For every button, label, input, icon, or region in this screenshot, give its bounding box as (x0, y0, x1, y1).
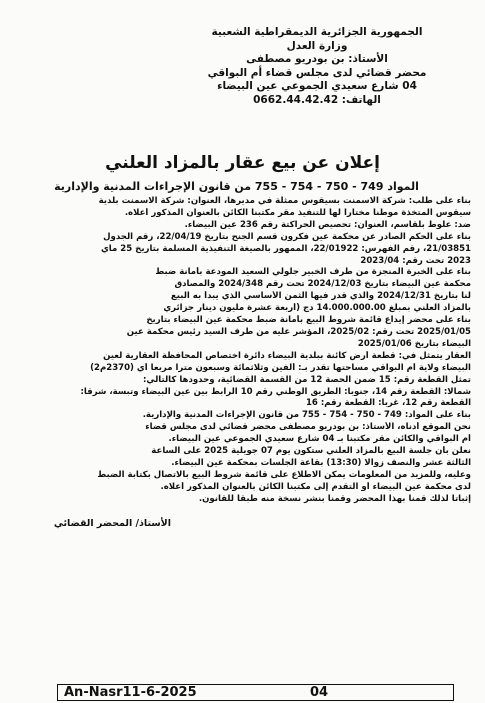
body-line: بناء على الحكم الصادر عن محكمة عين فكرون قسم الجنح بتاريخ 22/04/19، رقم الجدول (103, 231, 471, 242)
body-line: 21/03851، رقم الفهرس: 22/01922، الممهور بالصيغة التنفيذية المسلمة بتاريخ 25 ماي (100, 243, 471, 254)
header-phone-line (167, 94, 467, 108)
body-line: العقار يتمثل في: قطعة أرض كائنة ببلدية البيضاء دائرة اختصاص المحافظة العقارية لعين (103, 350, 471, 361)
body-line: ضد: علوط بلقاسم، العنوان: تحصيص الحراكتة رقم 236 عين البيضاء. (184, 219, 471, 230)
header-line: الجمهورية الجزائرية الديمقراطية الشعبية (211, 26, 423, 38)
body-line: بالمزاد العلني بمبلغ 14.000.000.00 دج (أربعة عشرة مليون دينار جزائري (163, 303, 471, 314)
body-line: البيضاء ولاية أم البواقي مساحتها تقدر بـ: ألفين وثلاثمائة وسبعون مترا مربعا أي (2370م2) (90, 362, 471, 373)
body-line: شمالا: القطعة رقم 14، جنوبا: الطريق الوطني رقم 10 الرابط بين عين البيضاء وتبسة، شرقا: (80, 386, 471, 397)
header-line: وزارة العدل (286, 39, 348, 52)
body-line: وعليه، وللمزيد من المعلومات يمكن الاطلاع على قائمة شروط البيع بالاتصال بكتابة الضبط (97, 469, 471, 480)
body-line: بناء على طلب: شركة الاسمنت بسيقوس ممثلة في مديرها، العنوان: شركة الاسمنت بلدية (98, 196, 471, 206)
body-line: 2023 تحت رقم: 2023/04 (360, 255, 471, 266)
header-phone: الهاتف: 0662.44.42.42 (253, 93, 381, 106)
body-line: البيضاء بتاريخ 2025/01/06 (357, 338, 471, 349)
body-line: لنا بتاريخ 2024/12/31 والذي قدر فيها الثمن الأساسي الذي يبدأ به البيع (170, 291, 471, 302)
body-line: تمثل القطعة رقم: 15 ضمن الحصة 12 من القسمة القضائية، وحدودها كالتالي: (143, 374, 471, 385)
header-line: 04 شارع سعيدي الجموعي عين البيضاء (217, 80, 417, 93)
notice-subtitle: المواد 749 - 750 - 754 - 755 من قانون الإجراءات المدنية والإدارية (54, 180, 419, 193)
footer-code: An-Nasr11-6-2025 (64, 685, 197, 700)
body-line: القطعة رقم 12، غربا: القطعة رقم: 16 (305, 398, 471, 409)
body-line: محكمة عين البيضاء بتاريخ 2024/12/03 تحت رقم 2024/348 والمصادق (174, 279, 471, 290)
header-line: محضر قضائي لدى مجلس قضاء أم البواقي (207, 66, 427, 79)
body-line: الثالثة عشر والنصف زوالا (13:30) بقاعة الجلسات بمحكمة عين البيضاء. (171, 457, 471, 468)
body-line: بناء على الخبرة المنجزة من طرف الخبير جلولي السعيد المودعة بأمانة ضبط (155, 267, 471, 278)
body-line: أم البواقي والكائن مقر مكتبنا بـ 04 شارع سعيدي الجموعي عين البيضاء. (168, 434, 471, 445)
body-line: بناء على المواد: 749 - 750 - 754 - 755 من قانون الإجراءات المدنية والإدارية. (142, 410, 471, 421)
body-line: بناء على محضر إيداع قائمة شروط البيع بأمانة ضبط محكمة عين البيضاء بتاريخ (146, 315, 471, 326)
notice-title: إعلان عن بيع عقار بالمزاد العلني (105, 153, 380, 173)
page-footer (57, 684, 454, 701)
notice-body (14, 196, 471, 530)
signature-line: الأستاذ/ المحضر القضائي (53, 517, 171, 529)
body-line: نعلن بأن جلسة البيع بالمزاد العلني ستكون يوم 07 جويلية 2025 على الساعة (151, 446, 471, 457)
body-line: 2025/01/05 تحت رقم: 2025/02، المؤشر عليه من طرف السيد رئيس محكمة عين (126, 326, 471, 337)
body-line: نحن الموقع أدناه، الأستاذ: بن بودريو مصطفى محضر قضائي لدى مجلس قضاء (145, 422, 471, 433)
bailiff-header (167, 26, 467, 108)
body-line: إثباتا لذلك قمنا بهذا المحضر وقمنا بنشر نسخة منه طبقا للقانون. (198, 493, 471, 504)
body-line: سيقوس المتخذة موطنا مختارا لها للتنفيذ مقر مكتبنا الكائن بالعنوان المذكور أعلاه. (124, 207, 471, 218)
footer-page-number: 04 (310, 685, 329, 700)
body-line: لدى محكمة عين البيضاء أو التقدم إلى مكتبنا الكائن بالعنوان المذكور أعلاه. (160, 481, 471, 492)
header-line: الأستاذ: بن بودريو مصطفى (246, 53, 388, 66)
